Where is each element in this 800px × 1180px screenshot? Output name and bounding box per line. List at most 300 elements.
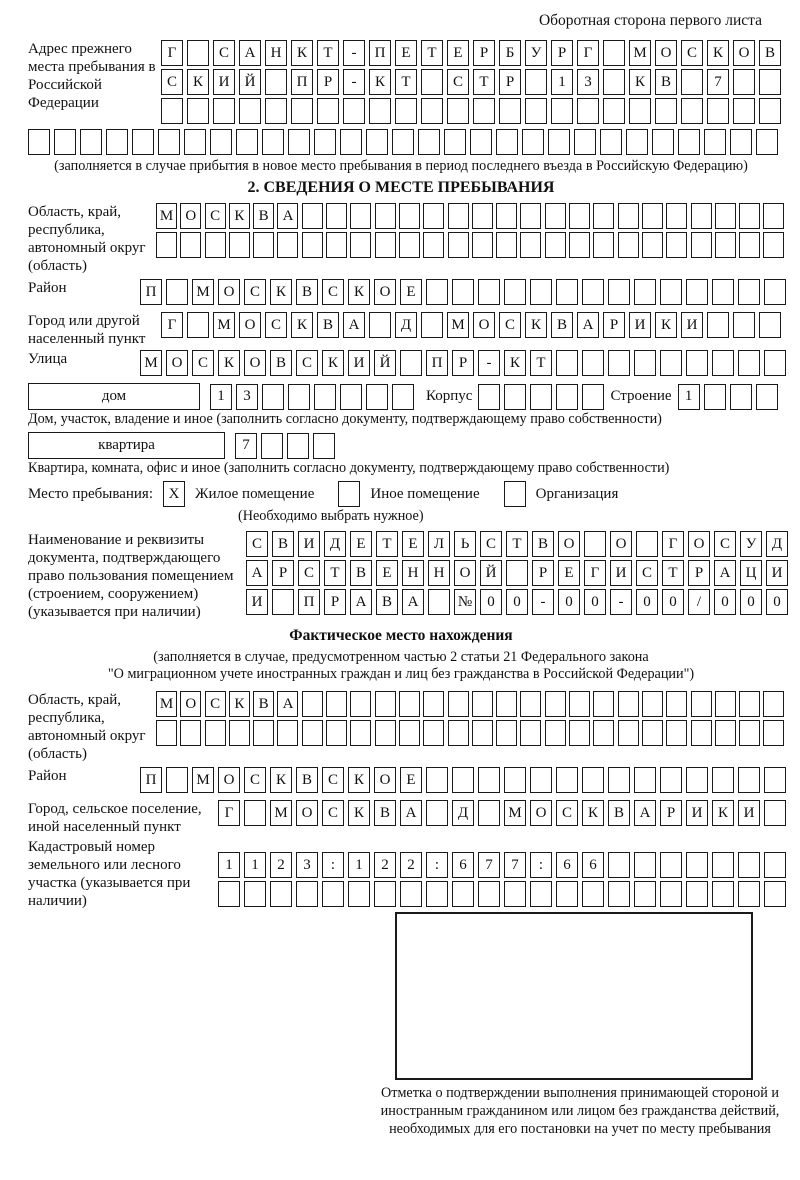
char-cell[interactable]: В [296,767,318,793]
char-cell[interactable]: Е [350,531,372,557]
char-cell[interactable] [239,98,261,124]
char-cell[interactable]: В [350,560,372,586]
char-cell[interactable] [691,203,712,229]
char-cell[interactable] [593,720,614,746]
char-cell[interactable]: С [161,69,183,95]
char-cell[interactable] [472,720,493,746]
char-cell[interactable]: В [608,800,630,826]
char-cell[interactable]: 2 [400,852,422,878]
char-cell[interactable] [634,767,656,793]
char-cell[interactable] [764,852,786,878]
char-cell[interactable] [715,232,736,258]
char-cell[interactable] [582,279,604,305]
char-cell[interactable]: Р [603,312,625,338]
char-cell[interactable]: Г [584,560,606,586]
char-cell[interactable] [764,800,786,826]
char-cell[interactable] [421,312,443,338]
char-cell[interactable] [496,129,518,155]
char-cell[interactable]: 1 [218,852,240,878]
char-cell[interactable] [556,881,578,907]
char-cell[interactable] [691,232,712,258]
char-cell[interactable] [655,98,677,124]
char-cell[interactable] [618,203,639,229]
char-cell[interactable] [326,691,347,717]
char-cell[interactable] [738,767,760,793]
char-cell[interactable] [733,98,755,124]
char-cell[interactable] [634,852,656,878]
char-cell[interactable] [582,350,604,376]
char-cell[interactable]: 1 [348,852,370,878]
char-cell[interactable] [187,98,209,124]
char-cell[interactable]: П [291,69,313,95]
char-cell[interactable] [366,384,388,410]
char-cell[interactable] [392,384,414,410]
char-cell[interactable] [350,203,371,229]
char-cell[interactable]: 0 [506,589,528,615]
char-cell[interactable]: Т [473,69,495,95]
char-cell[interactable]: К [187,69,209,95]
char-cell[interactable] [350,691,371,717]
char-cell[interactable] [423,691,444,717]
char-cell[interactable]: 1 [244,852,266,878]
char-cell[interactable]: К [218,350,240,376]
char-cell[interactable] [423,203,444,229]
char-cell[interactable] [369,312,391,338]
char-cell[interactable] [704,384,726,410]
char-cell[interactable] [504,767,526,793]
char-cell[interactable]: К [291,312,313,338]
char-cell[interactable]: С [681,40,703,66]
char-cell[interactable]: : [322,852,344,878]
char-cell[interactable] [265,69,287,95]
char-cell[interactable] [763,720,784,746]
char-cell[interactable]: В [376,589,398,615]
char-cell[interactable]: В [317,312,339,338]
char-cell[interactable] [733,69,755,95]
char-cell[interactable] [253,720,274,746]
char-cell[interactable]: И [766,560,788,586]
char-cell[interactable]: Е [558,560,580,586]
char-cell[interactable] [642,203,663,229]
char-cell[interactable] [399,720,420,746]
char-cell[interactable]: А [239,40,261,66]
char-cell[interactable] [496,720,517,746]
char-cell[interactable]: : [530,852,552,878]
char-cell[interactable] [756,129,778,155]
char-cell[interactable] [584,531,606,557]
char-cell[interactable] [80,129,102,155]
char-cell[interactable]: - [478,350,500,376]
char-cell[interactable] [478,800,500,826]
char-cell[interactable] [686,279,708,305]
char-cell[interactable] [205,232,226,258]
char-cell[interactable]: С [322,279,344,305]
char-cell[interactable]: К [582,800,604,826]
char-cell[interactable] [375,203,396,229]
char-cell[interactable] [277,232,298,258]
char-cell[interactable] [686,881,708,907]
char-cell[interactable]: 2 [374,852,396,878]
char-cell[interactable] [666,232,687,258]
char-cell[interactable]: 7 [504,852,526,878]
char-cell[interactable]: В [374,800,396,826]
char-cell[interactable] [452,881,474,907]
char-cell[interactable] [426,767,448,793]
char-cell[interactable] [166,279,188,305]
char-cell[interactable]: А [246,560,268,586]
char-cell[interactable]: В [759,40,781,66]
char-cell[interactable] [603,69,625,95]
char-cell[interactable]: В [296,279,318,305]
char-cell[interactable]: 3 [296,852,318,878]
char-cell[interactable] [448,232,469,258]
char-cell[interactable] [763,691,784,717]
char-cell[interactable] [704,129,726,155]
char-cell[interactable] [426,881,448,907]
char-cell[interactable]: О [166,350,188,376]
char-cell[interactable]: Р [317,69,339,95]
char-cell[interactable] [496,232,517,258]
char-cell[interactable] [272,589,294,615]
char-cell[interactable]: К [629,69,651,95]
char-cell[interactable]: М [156,203,177,229]
char-cell[interactable]: 3 [236,384,258,410]
char-cell[interactable] [545,232,566,258]
char-cell[interactable]: И [738,800,760,826]
char-cell[interactable] [229,232,250,258]
char-cell[interactable] [326,232,347,258]
char-cell[interactable]: Г [218,800,240,826]
char-cell[interactable]: М [447,312,469,338]
char-cell[interactable]: А [402,589,424,615]
char-cell[interactable] [520,691,541,717]
char-cell[interactable] [421,69,443,95]
char-cell[interactable]: Т [395,69,417,95]
char-cell[interactable]: М [270,800,292,826]
char-cell[interactable] [156,720,177,746]
char-cell[interactable] [556,350,578,376]
char-cell[interactable] [302,232,323,258]
char-cell[interactable] [666,203,687,229]
char-cell[interactable] [618,232,639,258]
char-cell[interactable]: С [322,767,344,793]
char-cell[interactable]: С [244,767,266,793]
char-cell[interactable] [132,129,154,155]
char-cell[interactable] [106,129,128,155]
char-cell[interactable]: С [205,203,226,229]
char-cell[interactable] [392,129,414,155]
char-cell[interactable] [478,767,500,793]
char-cell[interactable]: С [213,40,235,66]
char-cell[interactable]: Н [402,560,424,586]
char-cell[interactable] [618,720,639,746]
char-cell[interactable] [244,881,266,907]
char-cell[interactable]: Е [400,767,422,793]
char-cell[interactable] [470,129,492,155]
char-cell[interactable]: Р [551,40,573,66]
char-cell[interactable]: К [348,279,370,305]
char-cell[interactable] [666,691,687,717]
char-cell[interactable] [520,720,541,746]
char-cell[interactable] [180,232,201,258]
char-cell[interactable]: 7 [478,852,500,878]
char-cell[interactable] [326,203,347,229]
char-cell[interactable] [707,98,729,124]
char-cell[interactable]: В [551,312,573,338]
char-cell[interactable]: 0 [766,589,788,615]
char-cell[interactable] [593,203,614,229]
char-cell[interactable] [161,98,183,124]
char-cell[interactable] [448,720,469,746]
char-cell[interactable]: 0 [584,589,606,615]
char-cell[interactable]: Т [530,350,552,376]
char-cell[interactable] [400,350,422,376]
char-cell[interactable]: Н [428,560,450,586]
char-cell[interactable]: Н [265,40,287,66]
char-cell[interactable]: В [253,203,274,229]
char-cell[interactable] [244,800,266,826]
char-cell[interactable]: П [298,589,320,615]
char-cell[interactable] [322,881,344,907]
char-cell[interactable]: Ь [454,531,476,557]
char-cell[interactable] [184,129,206,155]
char-cell[interactable]: И [686,800,708,826]
char-cell[interactable]: 0 [714,589,736,615]
char-cell[interactable] [262,129,284,155]
char-cell[interactable]: Б [499,40,521,66]
char-cell[interactable]: О [244,350,266,376]
char-cell[interactable] [556,279,578,305]
char-cell[interactable] [686,767,708,793]
checkbox-residential[interactable]: X [163,481,185,507]
char-cell[interactable]: К [270,279,292,305]
char-cell[interactable]: 0 [480,589,502,615]
char-cell[interactable]: А [400,800,422,826]
char-cell[interactable] [530,384,552,410]
char-cell[interactable]: Т [317,40,339,66]
char-cell[interactable]: С [322,800,344,826]
char-cell[interactable]: Г [161,40,183,66]
char-cell[interactable] [302,203,323,229]
char-cell[interactable]: 1 [678,384,700,410]
char-cell[interactable]: В [272,531,294,557]
char-cell[interactable]: А [577,312,599,338]
char-cell[interactable] [522,129,544,155]
char-cell[interactable] [666,720,687,746]
char-cell[interactable]: 2 [270,852,292,878]
char-cell[interactable] [472,232,493,258]
char-cell[interactable] [764,350,786,376]
char-cell[interactable] [608,767,630,793]
char-cell[interactable]: С [205,691,226,717]
char-cell[interactable] [28,129,50,155]
char-cell[interactable]: М [140,350,162,376]
char-cell[interactable]: Г [161,312,183,338]
char-cell[interactable] [582,881,604,907]
char-cell[interactable] [423,720,444,746]
char-cell[interactable] [660,350,682,376]
char-cell[interactable] [288,129,310,155]
char-cell[interactable] [343,98,365,124]
char-cell[interactable] [187,312,209,338]
char-cell[interactable] [180,720,201,746]
char-cell[interactable] [444,129,466,155]
char-cell[interactable]: - [610,589,632,615]
char-cell[interactable] [187,40,209,66]
char-cell[interactable]: Р [324,589,346,615]
char-cell[interactable] [520,203,541,229]
char-cell[interactable] [707,312,729,338]
char-cell[interactable]: Г [662,531,684,557]
char-cell[interactable] [660,852,682,878]
char-cell[interactable] [764,881,786,907]
char-cell[interactable] [418,129,440,155]
char-cell[interactable] [764,767,786,793]
char-cell[interactable]: И [681,312,703,338]
char-cell[interactable] [712,767,734,793]
char-cell[interactable] [525,69,547,95]
char-cell[interactable] [715,203,736,229]
char-cell[interactable] [374,881,396,907]
char-cell[interactable] [504,384,526,410]
char-cell[interactable]: В [270,350,292,376]
char-cell[interactable] [652,129,674,155]
char-cell[interactable]: : [426,852,448,878]
char-cell[interactable] [569,691,590,717]
char-cell[interactable] [691,720,712,746]
char-cell[interactable]: 6 [556,852,578,878]
char-cell[interactable] [400,881,422,907]
char-cell[interactable]: К [655,312,677,338]
char-cell[interactable] [287,433,309,459]
char-cell[interactable]: О [530,800,552,826]
char-cell[interactable]: Г [577,40,599,66]
char-cell[interactable]: Р [660,800,682,826]
char-cell[interactable]: 7 [235,433,257,459]
char-cell[interactable]: К [229,691,250,717]
char-cell[interactable] [759,69,781,95]
char-cell[interactable] [608,279,630,305]
char-cell[interactable] [525,98,547,124]
char-cell[interactable]: И [298,531,320,557]
char-cell[interactable] [763,203,784,229]
char-cell[interactable]: С [447,69,469,95]
char-cell[interactable]: В [253,691,274,717]
char-cell[interactable] [678,129,700,155]
char-cell[interactable] [634,881,656,907]
char-cell[interactable] [340,384,362,410]
char-cell[interactable]: С [265,312,287,338]
char-cell[interactable]: С [192,350,214,376]
char-cell[interactable] [530,279,552,305]
char-cell[interactable] [686,852,708,878]
char-cell[interactable]: Е [402,531,424,557]
char-cell[interactable] [608,852,630,878]
char-cell[interactable] [296,881,318,907]
char-cell[interactable]: О [558,531,580,557]
char-cell[interactable] [366,129,388,155]
char-cell[interactable] [681,98,703,124]
char-cell[interactable]: Т [662,560,684,586]
char-cell[interactable]: Д [395,312,417,338]
char-cell[interactable]: И [629,312,651,338]
char-cell[interactable] [530,767,552,793]
char-cell[interactable] [218,881,240,907]
char-cell[interactable]: С [296,350,318,376]
char-cell[interactable]: 7 [707,69,729,95]
char-cell[interactable] [472,691,493,717]
char-cell[interactable] [262,384,284,410]
char-cell[interactable] [166,767,188,793]
char-cell[interactable]: Р [272,560,294,586]
char-cell[interactable] [504,881,526,907]
char-cell[interactable]: О [733,40,755,66]
char-cell[interactable] [326,720,347,746]
char-cell[interactable] [375,691,396,717]
char-cell[interactable] [253,232,274,258]
char-cell[interactable] [593,232,614,258]
char-cell[interactable]: Ц [740,560,762,586]
char-cell[interactable]: К [348,800,370,826]
char-cell[interactable]: С [244,279,266,305]
char-cell[interactable]: 0 [662,589,684,615]
char-cell[interactable] [686,350,708,376]
char-cell[interactable]: О [296,800,318,826]
char-cell[interactable] [582,384,604,410]
char-cell[interactable] [277,720,298,746]
char-cell[interactable]: О [655,40,677,66]
char-cell[interactable] [545,720,566,746]
char-cell[interactable]: Т [376,531,398,557]
char-cell[interactable] [156,232,177,258]
char-cell[interactable] [569,720,590,746]
char-cell[interactable] [756,384,778,410]
char-cell[interactable]: И [246,589,268,615]
char-cell[interactable]: Й [239,69,261,95]
char-cell[interactable]: С [246,531,268,557]
char-cell[interactable] [764,279,786,305]
char-cell[interactable] [545,691,566,717]
char-cell[interactable]: В [655,69,677,95]
char-cell[interactable]: Р [499,69,521,95]
char-cell[interactable]: С [499,312,521,338]
char-cell[interactable] [340,129,362,155]
char-cell[interactable]: М [192,279,214,305]
char-cell[interactable]: Т [324,560,346,586]
char-cell[interactable] [608,881,630,907]
char-cell[interactable]: Т [506,531,528,557]
char-cell[interactable]: А [634,800,656,826]
char-cell[interactable] [556,767,578,793]
char-cell[interactable] [603,40,625,66]
char-cell[interactable] [448,691,469,717]
char-cell[interactable] [739,720,760,746]
char-cell[interactable] [496,203,517,229]
char-cell[interactable] [478,384,500,410]
char-cell[interactable]: А [277,691,298,717]
char-cell[interactable]: - [343,69,365,95]
char-cell[interactable] [158,129,180,155]
char-cell[interactable]: У [525,40,547,66]
char-cell[interactable]: О [239,312,261,338]
char-cell[interactable]: 1 [210,384,232,410]
char-cell[interactable]: С [480,531,502,557]
char-cell[interactable] [759,98,781,124]
char-cell[interactable] [313,433,335,459]
char-cell[interactable]: 6 [582,852,604,878]
char-cell[interactable]: К [504,350,526,376]
char-cell[interactable] [291,98,313,124]
